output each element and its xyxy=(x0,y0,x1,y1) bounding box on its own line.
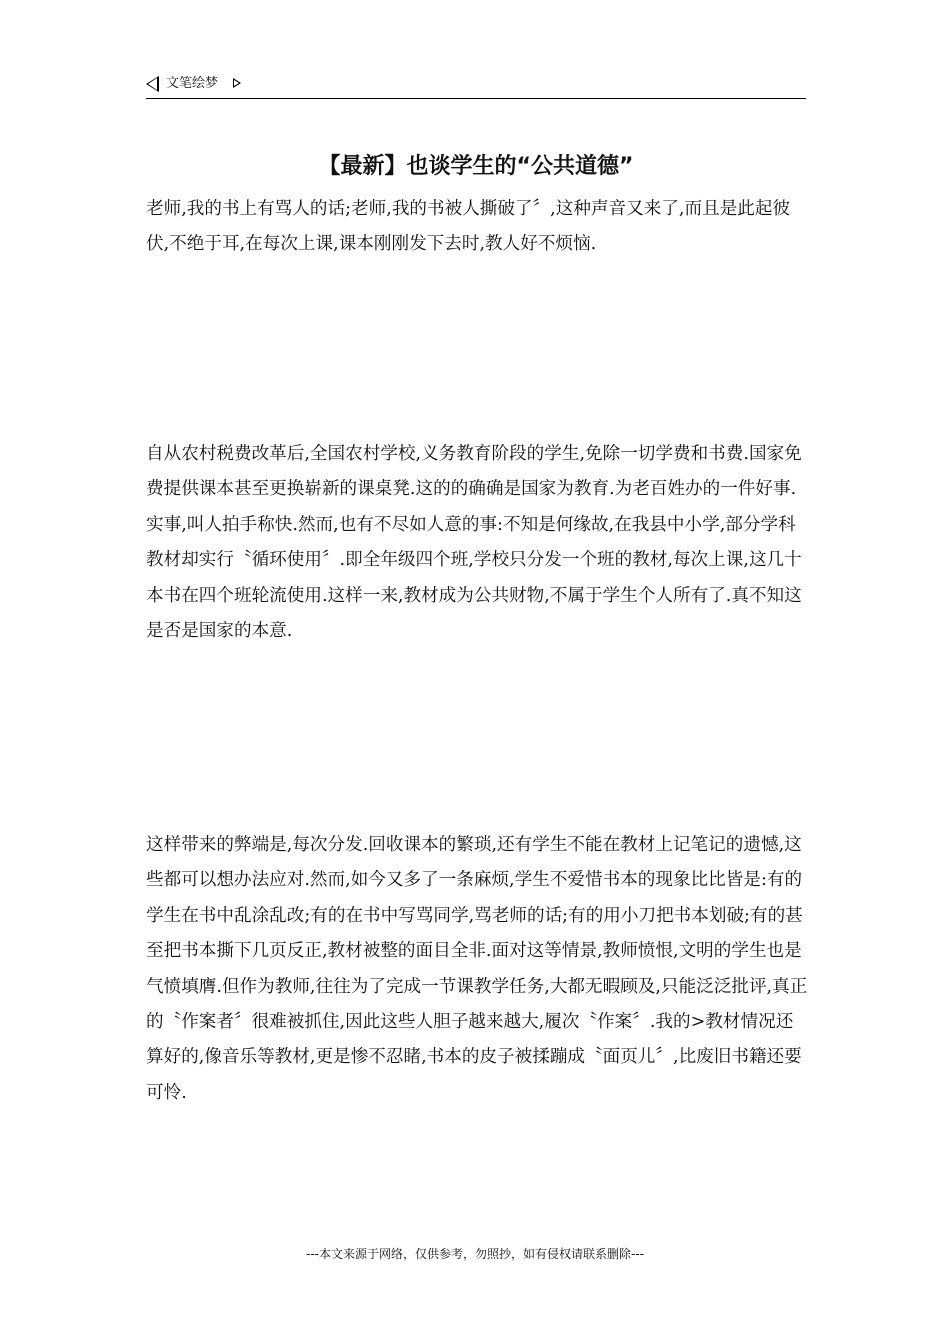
paragraph-2: 自从农村税费改革后,全国农村学校,义务教育阶段的学生,免除一切学费和书费.国家免费提供课本甚至更换崭新的课桌凳.这的的确确是国家为教育.为老百姓办的一件好事.实事,叫人拍手称快.然而,也有不尽如人意的事:不知是何缘故,在我县中小学,部分学科教材却实行〝循环使用〞.即全年级四个班,学校只分发一个班的教材,每次上课,这几十本书在四个班轮流使用.这样一来,教材成为公共财物,不属于学生个人所有了.真不知这是否是国家的本意. xyxy=(146,444,802,642)
document-title: 【最新】也谈学生的“公共道德” xyxy=(318,154,634,179)
paragraph-1: 老师,我的书上有骂人的话;老师,我的书被人撕破了〞,这种声音又来了,而且是此起彼伏,不绝于耳,在每次上课,课本刚刚发下去时,教人好不烦恼. xyxy=(146,199,791,255)
page-header xyxy=(146,74,806,99)
paragraph-3: 这样带来的弊端是,每次分发.回收课本的繁琐,还有学生不能在教材上记笔记的遗憾,这些都可以想办法应对.然而,如今又多了一条麻烦,学生不爱惜书本的现象比比皆是:有的学生在书中乱涂乱改;有的在书中写骂同学,骂老师的话;有的用小刀把书本划破;有的甚至把书本撕下几页反正,教材被整的面目全非.面对这等情景,教师愤恨,文明的学生也是气愤填膺.但作为教师,往往为了完成一节课教学任务,大都无暇顾及,只能泛泛批评,真正的〝作案者〞很难被抓住,因此这些人胆子越来越大,履次〝作案〞.我的>教材情况还算好的,像音乐等教材,更是惨不忍睹,书本的皮子被揉蹦成〝面页儿〞,比废旧书籍还要可怜. xyxy=(146,835,808,1103)
page-footer: ---本文来源于网络，仅供参考，勿照抄，如有侵权请联系删除--- xyxy=(306,1247,644,1261)
right-triangle-icon xyxy=(233,78,241,88)
header-brand-text: 文笔绘梦 xyxy=(166,76,219,91)
left-triangle-icon xyxy=(146,76,159,92)
